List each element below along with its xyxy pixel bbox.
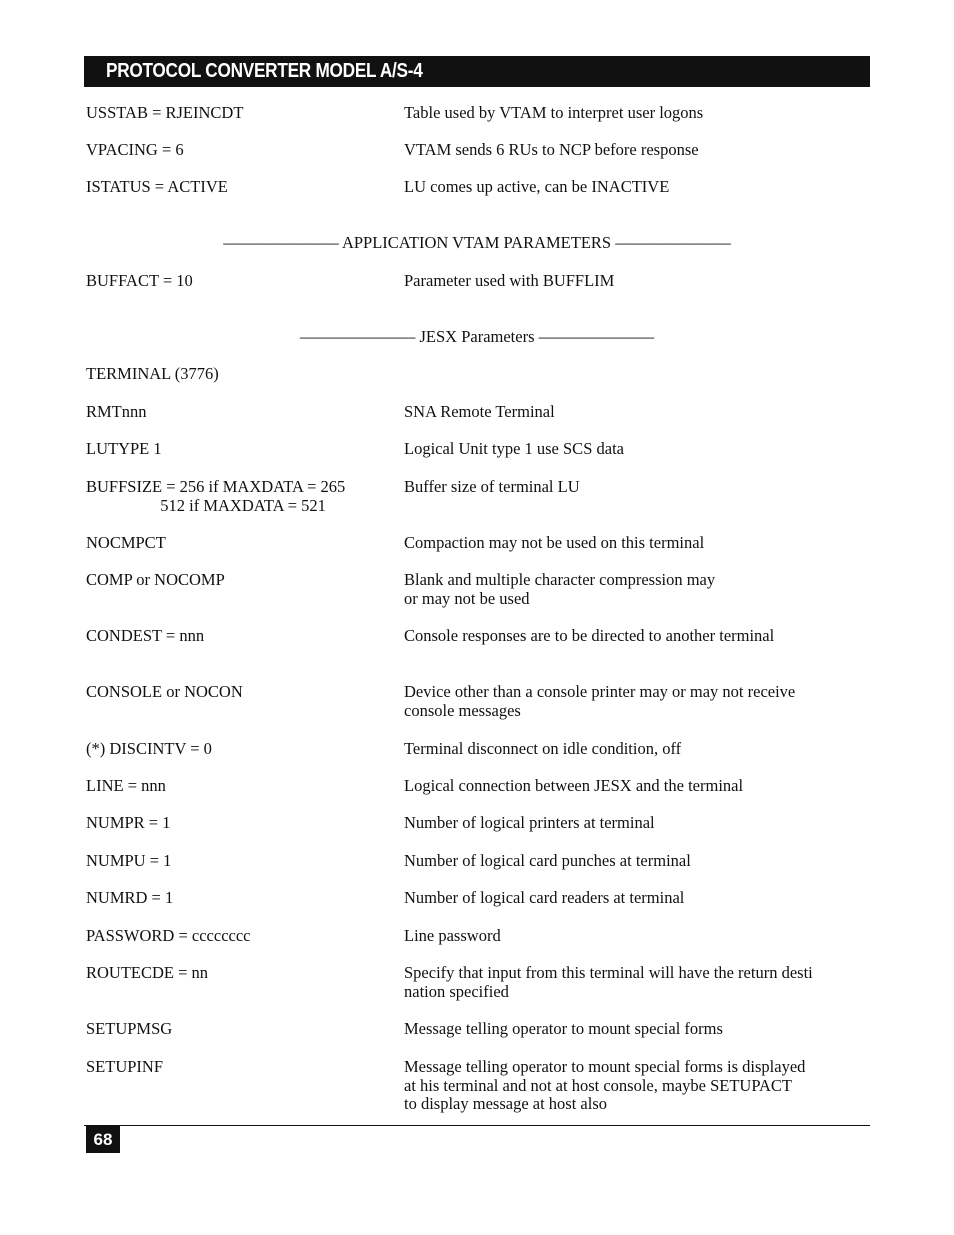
param-name: CONSOLE or NOCON (86, 682, 243, 701)
param-name: (*) DISCINTV = 0 (86, 739, 212, 758)
param-name: LINE = nnn (86, 776, 166, 795)
param-name: PASSWORD = cccccccc (86, 926, 251, 945)
param-description: Buffer size of terminal LU (404, 477, 580, 496)
param-description: SNA Remote Terminal (404, 402, 555, 421)
param-description: Terminal disconnect on idle condition, off (404, 739, 682, 758)
param-name: ISTATUS = ACTIVE (86, 177, 228, 196)
param-name: RMTnnn (86, 402, 147, 421)
param-description: Table used by VTAM to interpret user logons (404, 103, 704, 122)
param-description: VTAM sends 6 RUs to NCP before response (404, 140, 699, 159)
param-name: USSTAB = RJEINCDT (86, 103, 244, 122)
param-description: Message telling operator to mount special forms is displayed at his terminal and not at host console, maybe SETUPACT to display message at host also (404, 1057, 806, 1113)
param-name: NUMPU = 1 (86, 851, 172, 870)
param-name: CONDEST = nnn (86, 626, 205, 645)
param-description: Logical connection between JESX and the terminal (404, 776, 744, 795)
param-name: VPACING = 6 (86, 140, 184, 159)
param-description: Device other than a console printer may or may not receive console messages (404, 682, 796, 720)
param-name: SETUPMSG (86, 1019, 173, 1038)
param-name: BUFFACT = 10 (86, 271, 193, 290)
section-heading-jesx: ——————— JESX Parameters ——————— (299, 327, 655, 346)
param-name: NUMPR = 1 (86, 813, 171, 832)
param-description: Number of logical printers at terminal (404, 813, 655, 832)
header-title: PROTOCOL CONVERTER MODEL A/S-4 (106, 60, 423, 82)
param-name: TERMINAL (3776) (86, 364, 219, 383)
param-name: SETUPINF (86, 1057, 164, 1076)
param-description: Console responses are to be directed to another terminal (404, 626, 775, 645)
param-description: Number of logical card punches at terminal (404, 851, 691, 870)
param-description: Specify that input from this terminal will have the return desti nation specified (404, 963, 813, 1001)
param-name: ROUTECDE = nn (86, 963, 209, 982)
param-description: Number of logical card readers at terminal (404, 888, 685, 907)
param-name: NUMRD = 1 (86, 888, 174, 907)
page-number: 68 (86, 1126, 120, 1153)
param-description: LU comes up active, can be INACTIVE (404, 177, 670, 196)
param-description: Compaction may not be used on this terminal (404, 533, 705, 552)
param-name: BUFFSIZE = 256 if MAXDATA = 265 512 if MAXDATA = 521 (86, 477, 346, 515)
footer-rule (84, 1125, 870, 1126)
param-name: NOCMPCT (86, 533, 166, 552)
param-description: Message telling operator to mount special forms (404, 1019, 723, 1038)
param-description: Line password (404, 926, 501, 945)
param-name: COMP or NOCOMP (86, 570, 225, 589)
param-description: Blank and multiple character compression may or may not be used (404, 570, 716, 608)
section-heading-application-vtam: ——————— APPLICATION VTAM PARAMETERS ——————— (223, 233, 731, 252)
page-header (84, 56, 870, 87)
param-description: Logical Unit type 1 use SCS data (404, 439, 624, 458)
param-name: LUTYPE 1 (86, 439, 162, 458)
param-description: Parameter used with BUFFLIM (404, 271, 615, 290)
